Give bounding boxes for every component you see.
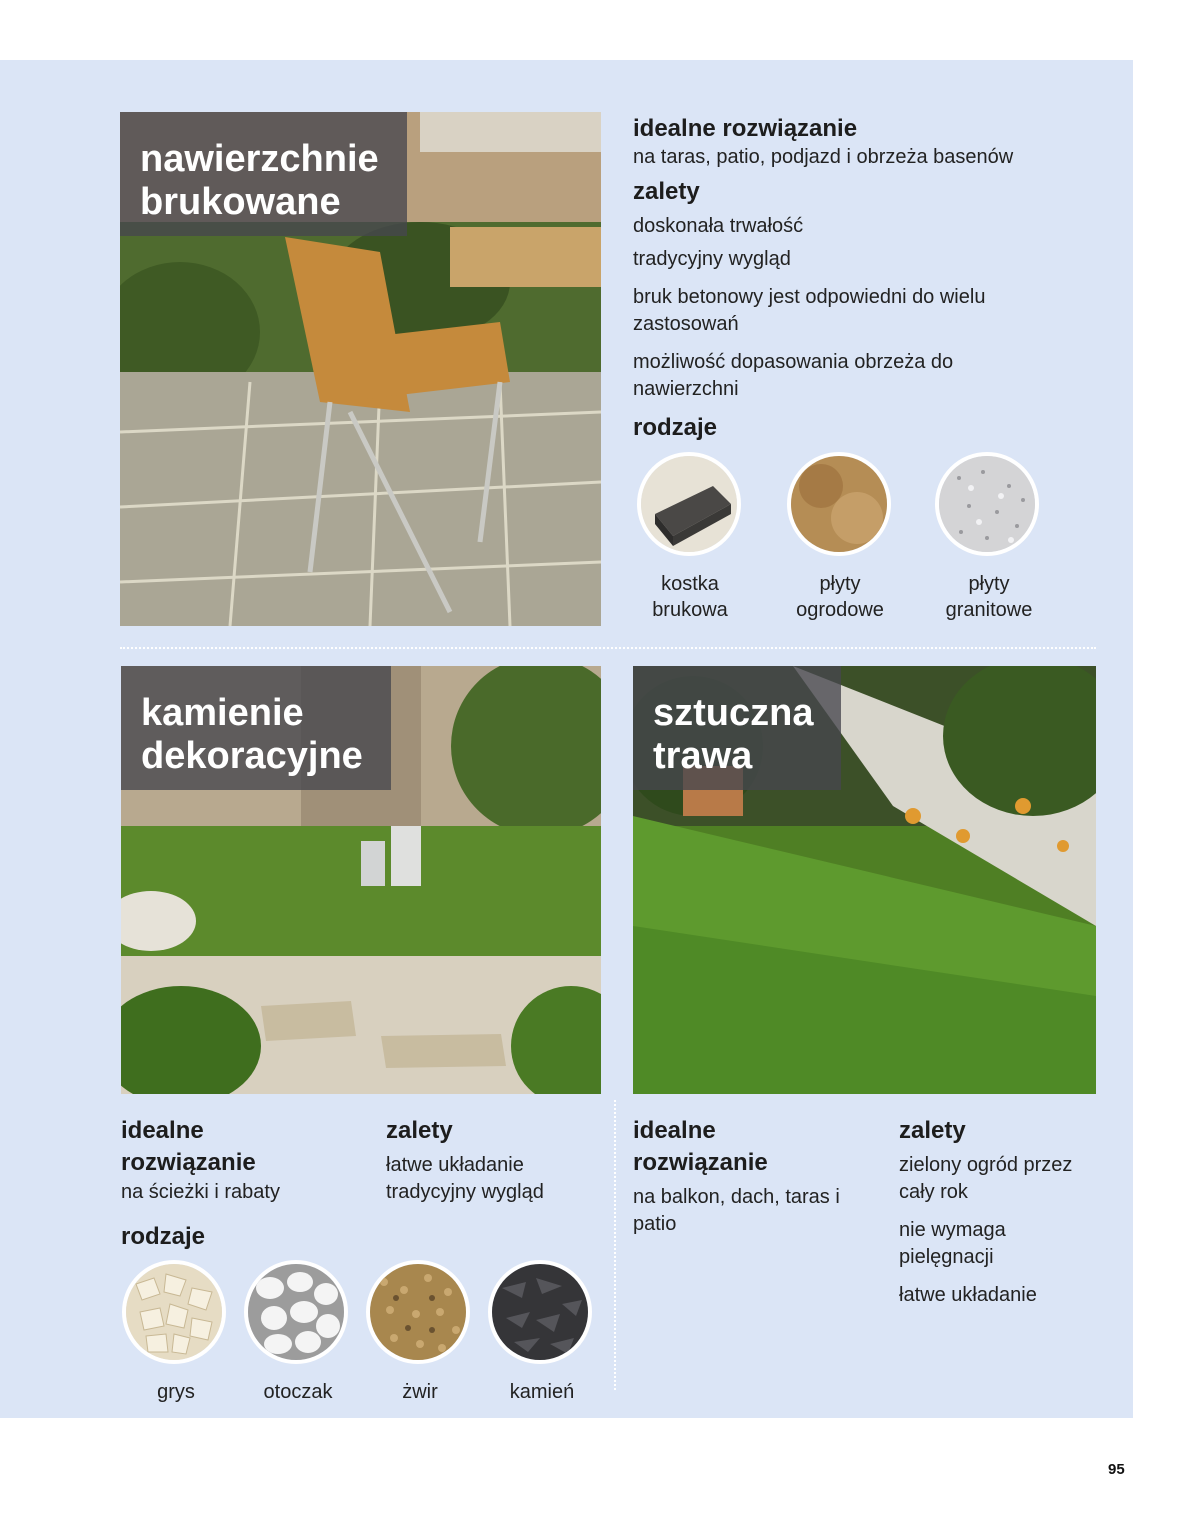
- grass-pros-heading: zalety: [899, 1117, 966, 1144]
- stones-title: kamienie dekoracyjne: [121, 666, 391, 790]
- paving-type-label: płyty ogrodowe: [796, 573, 884, 621]
- stones-types-heading: rodzaje: [121, 1223, 206, 1250]
- stones-ideal-heading: idealne rozwiązanie: [121, 1117, 256, 1176]
- paving-type-label: kostka brukowa: [652, 573, 728, 621]
- stones-pebble-swatch: [244, 1260, 348, 1364]
- paving-pro-item: tradycyjny wygląd: [633, 248, 791, 270]
- paving-ideal-text: na taras, patio, podjazd i obrzeża basenów: [633, 146, 1014, 168]
- paving-pro-item: doskonała trwałość: [633, 215, 804, 237]
- stones-type-label: żwir: [402, 1381, 438, 1403]
- paving-types-heading: rodzaje: [633, 414, 718, 441]
- paving-title: nawierzchnie brukowane: [120, 112, 407, 236]
- paving-pros-heading: zalety: [633, 178, 700, 205]
- paving-pro-item: bruk betonowy jest odpowiedni do wielu zastosowań: [633, 286, 986, 335]
- grass-title: sztuczna trawa: [633, 666, 841, 790]
- grass-photo: [633, 666, 1096, 1094]
- paving-garden-slab-swatch: [787, 452, 891, 556]
- paving-pro-item: możliwość dopasowania obrzeża do nawierzchni: [633, 351, 954, 400]
- grass-pro-item: nie wymaga pielęgnacji: [899, 1219, 1006, 1268]
- grass-pro-item: zielony ogród przez cały rok: [899, 1154, 1073, 1203]
- stones-ideal-text: na ścieżki i rabaty: [121, 1181, 280, 1203]
- stones-gravel-swatch: [366, 1260, 470, 1364]
- stones-pro-item: tradycyjny wygląd: [386, 1181, 544, 1203]
- stones-type-label: otoczak: [263, 1381, 333, 1403]
- paving-ideal-heading: idealne rozwiązanie: [633, 115, 858, 142]
- paving-type-label: płyty granitowe: [945, 573, 1033, 621]
- paving-brick-swatch: [637, 452, 741, 556]
- stones-pros-heading: zalety: [386, 1117, 453, 1144]
- paving-photo: [120, 112, 601, 626]
- paving-granite-swatch: [935, 452, 1039, 556]
- grass-pro-item: łatwe układanie: [899, 1284, 1037, 1306]
- stones-slate-swatch: [488, 1260, 592, 1364]
- grass-ideal-text: na balkon, dach, taras i patio: [633, 1186, 840, 1235]
- stones-type-label: grys: [157, 1381, 195, 1403]
- stones-photo: [121, 666, 601, 1094]
- stones-pro-item: łatwe układanie: [386, 1154, 524, 1176]
- stones-grit-swatch: [122, 1260, 226, 1364]
- stones-type-label: kamień: [509, 1381, 575, 1403]
- section-divider-horizontal: [120, 647, 1096, 649]
- page-number: 95: [1108, 1461, 1125, 1478]
- section-divider-vertical: [614, 1100, 616, 1390]
- grass-ideal-heading: idealne rozwiązanie: [633, 1117, 768, 1176]
